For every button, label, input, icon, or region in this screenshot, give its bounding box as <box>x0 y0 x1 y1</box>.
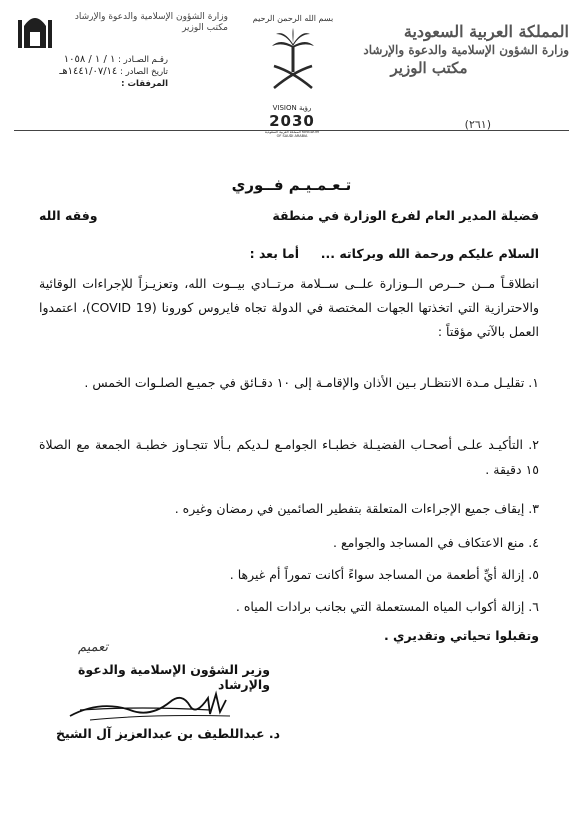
greeting: السلام عليكم ورحمة الله وبركاته ... <box>320 246 539 261</box>
attachments-label: المرفقات : <box>121 79 168 89</box>
addressee-suffix: وفقه الله <box>39 208 98 223</box>
ministry-letterhead-title <box>349 22 569 78</box>
closing-line: وتقبلوا تحياتي وتقديري . <box>383 628 539 643</box>
list-item: ١. تقليـل مـدة الانتظـار بـين الأذان والإقامـة إلى ١٠ دقـائق في جميـع الصلـوات الخمس . <box>84 375 539 390</box>
list-item: ٣. إيقاف جميع الإجراءات المتعلقة بتفطير الصائمين في رمضان وغيره . <box>174 501 539 516</box>
addressee: فضيلة المدير العام لفرع الوزارة في منطقة <box>272 208 539 223</box>
greeting-line <box>39 244 539 263</box>
list-item: ٥. إزالة أيِّ أطعمة من المساجد سواءً أكانت تموراً أم غيرها . <box>229 567 539 582</box>
outgoing-number-row: رقـم الصـادر : ١ / ١ / ١٠٥٨ <box>63 54 168 65</box>
addressee-line <box>39 206 539 225</box>
vision-label: VISION رؤية <box>272 104 312 112</box>
letterhead-code: (٢٦١) <box>464 118 491 131</box>
ministry-name: وزارة الشؤون الإسلامية والدعوة والإرشاد <box>363 43 569 57</box>
basmala: بسم الله الرحمن الرحيم <box>252 14 334 23</box>
outgoing-number: ١ / ١ / ١٠٥٨ <box>63 54 116 65</box>
circular-title: تـعـمـيـم فــوري <box>231 176 352 194</box>
vision-subtitle: المملكة العربية السعودية KINGDOM OF SAUDI ARABIA <box>264 130 320 138</box>
minister-title: وزير الشؤون الإسلامية والدعوة والإرشاد <box>78 662 270 692</box>
list-item: ٤. منع الاعتكاف في المساجد والجوامع . <box>333 535 539 550</box>
list-item: ٢. التأكيـد علـى أصحـاب الفضيـلة خطبـاء الجوامـع لـديكم بـألا تتجـاوز خطبـة الجمعة مع الصلاة ١٥ دقيقة . <box>39 437 539 477</box>
kingdom-name: المملكة العربية السعودية <box>403 22 569 41</box>
saudi-emblem-icon <box>268 28 318 96</box>
vision-year: 2030 <box>269 112 315 130</box>
minister-signature <box>60 680 250 728</box>
minister-office-name: مكتب الوزير <box>390 59 468 77</box>
handwritten-note: تعميم <box>78 640 108 655</box>
minister-name: د. عبداللطيف بن عبدالعزيز آل الشيخ <box>55 726 280 741</box>
ministry-logo-icon <box>16 10 54 50</box>
outgoing-date-row: تاريخ الصادر : ١٤٤١/٠٧/١٤هـ <box>59 66 168 77</box>
vision-2030-logo <box>262 104 322 138</box>
greeting-suffix: أما بعد : <box>249 246 299 261</box>
intro-paragraph: انطلاقـاً مــن حــرص الــوزارة علــى ســلامة مرتــادي بيــوت الله، وتعزيـزاً للإجراءات الوقائية والاحترازية التي اتخذتها الجهات المختصة في الدولة تجاه فايروس كورونا (COVID 19)، اعتمدوا العمل بالآتي مؤقتاً : <box>39 276 539 339</box>
left-letterhead <box>58 12 228 34</box>
header-divider <box>14 130 569 131</box>
left-office-name: مكتب الوزير <box>182 23 228 33</box>
left-ministry-name: وزارة الشؤون الإسلامية والدعوة والإرشاد <box>74 12 228 22</box>
document-metadata <box>58 54 168 90</box>
outgoing-date: ١٤٤١/٠٧/١٤هـ <box>59 66 118 77</box>
list-item: ٦. إزالة أكواب المياه المستعملة التي بجانب برادات المياه . <box>235 599 539 614</box>
